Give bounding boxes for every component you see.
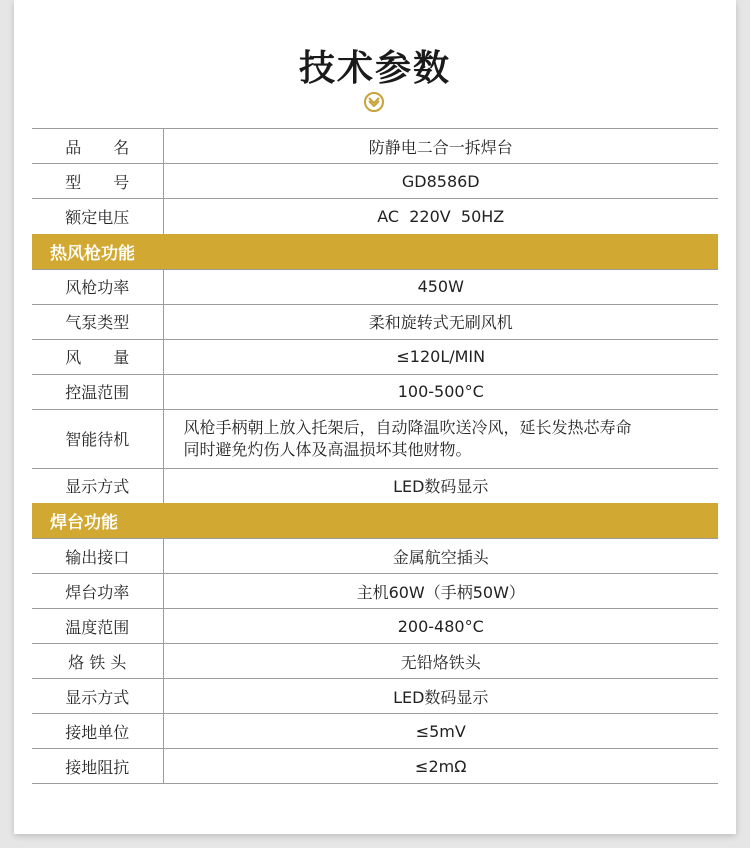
table-row	[32, 374, 718, 409]
table-row	[32, 574, 718, 609]
row-value: 金属航空插头	[163, 539, 718, 574]
row-label: 智能待机	[32, 409, 163, 468]
table-row	[32, 714, 718, 749]
table-row	[32, 409, 718, 468]
row-label: 风 量	[32, 339, 163, 374]
table-row	[32, 199, 718, 234]
row-label: 品 名	[32, 129, 163, 164]
section-header-solder	[32, 503, 718, 539]
page-title: 技术参数	[298, 48, 451, 89]
table-row	[32, 749, 718, 784]
table-row	[32, 539, 718, 574]
row-value: 100-500°C	[163, 374, 718, 409]
table-row	[32, 269, 718, 304]
row-label: 温度范围	[32, 609, 163, 644]
row-value: ≤120L/MIN	[163, 339, 718, 374]
chevron-down-icon	[368, 97, 380, 107]
row-value: 无铅烙铁头	[163, 644, 718, 679]
section-header-hot-air	[32, 234, 718, 270]
row-label: 输出接口	[32, 539, 163, 574]
row-value: 柔和旋转式无刷风机	[163, 304, 718, 339]
row-label: 风枪功率	[32, 269, 163, 304]
table-row	[32, 304, 718, 339]
chevron-badge	[364, 92, 384, 112]
spec-table	[32, 128, 718, 784]
row-label: 显示方式	[32, 679, 163, 714]
row-value: AC 220V 50HZ	[163, 199, 718, 234]
row-value: 200-480°C	[163, 609, 718, 644]
section-title: 焊台功能	[32, 503, 718, 539]
row-value	[163, 409, 718, 468]
row-label: 额定电压	[32, 199, 163, 234]
table-row	[32, 609, 718, 644]
row-value: ≤2mΩ	[163, 749, 718, 784]
table-row	[32, 644, 718, 679]
row-value: 450W	[163, 269, 718, 304]
row-label: 焊台功率	[32, 574, 163, 609]
row-value-line: 风枪手柄朝上放入托架后，自动降温吹送冷风，延长发热芯寿命	[183, 417, 632, 437]
table-row	[32, 164, 718, 199]
table-row	[32, 339, 718, 374]
row-value: ≤5mV	[163, 714, 718, 749]
row-value: 防静电二合一拆焊台	[163, 129, 718, 164]
row-label: 接地阻抗	[32, 749, 163, 784]
row-label: 型 号	[32, 164, 163, 199]
row-value: 主机60W（手柄50W）	[163, 574, 718, 609]
row-label: 显示方式	[32, 468, 163, 503]
row-value: GD8586D	[163, 164, 718, 199]
table-row	[32, 679, 718, 714]
row-value: LED数码显示	[163, 468, 718, 503]
row-label: 气泵类型	[32, 304, 163, 339]
table-row	[32, 129, 718, 164]
row-label: 控温范围	[32, 374, 163, 409]
row-label: 接地单位	[32, 714, 163, 749]
row-value: LED数码显示	[163, 679, 718, 714]
section-title: 热风枪功能	[32, 234, 718, 270]
table-row	[32, 468, 718, 503]
row-label: 烙 铁 头	[32, 644, 163, 679]
row-value-line: 同时避免灼伤人体及高温损坏其他财物。	[183, 439, 472, 459]
